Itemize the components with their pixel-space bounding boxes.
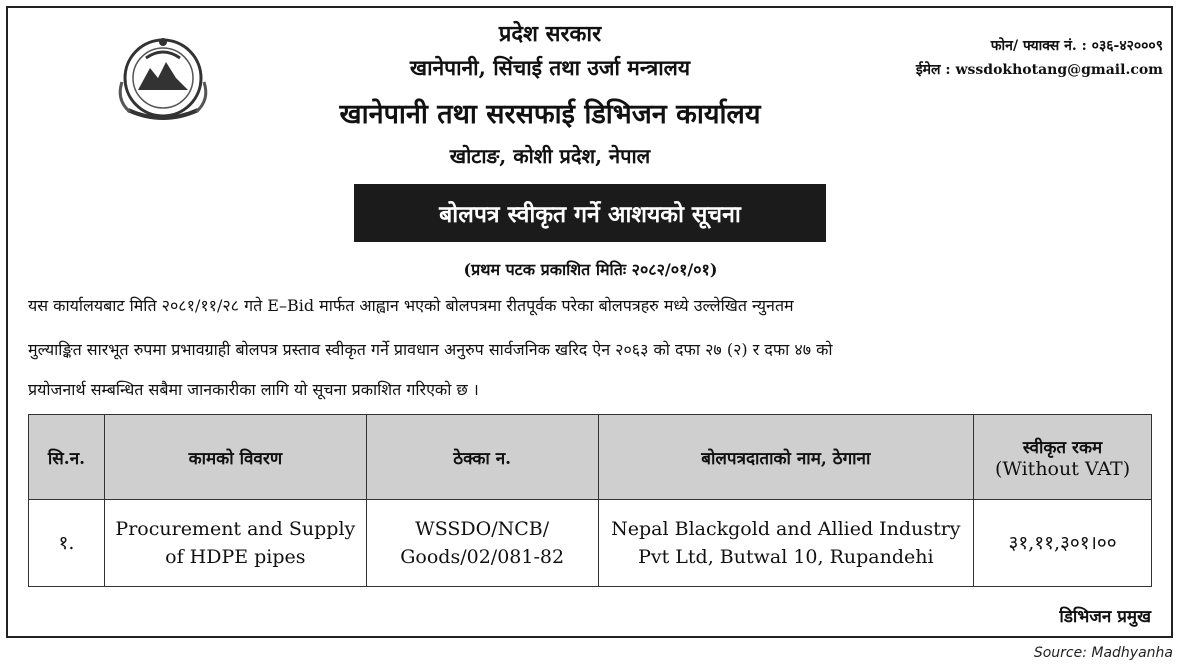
header-description: कामको विवरण xyxy=(104,415,366,500)
table-header-row xyxy=(29,415,1152,500)
office-heading: खानेपानी तथा सरसफाई डिभिजन कार्यालय xyxy=(339,99,761,130)
notice-body-line: यस कार्यालयबाट मिति २०८१/११/२८ गते E–Bid मार्फत आह्वान भएको बोलपत्रमा रीतपूर्वक परेका बोलपत्रहरु मध्ये उल्लेखित न्युनतम xyxy=(28,296,794,315)
cell-contract-no xyxy=(366,500,598,587)
header-amount xyxy=(974,415,1152,500)
cell-description xyxy=(104,500,366,587)
header-bidder: बोलपत्रदाताको नाम, ठेगाना xyxy=(598,415,974,500)
header-contract-no: ठेक्का न. xyxy=(366,415,598,500)
cell-description-line: of HDPE pipes xyxy=(165,546,306,568)
ministry-heading: खानेपानी, सिंचाई तथा उर्जा मन्त्रालय xyxy=(409,55,691,80)
cell-sn: १. xyxy=(29,500,105,587)
nepal-government-emblem-icon xyxy=(108,30,218,130)
email-address: ईमेल : wssdokhotang@gmail.com xyxy=(915,62,1163,78)
phone-fax: फोन/ फ्याक्स नं. : ०३६-४२०००९ xyxy=(990,38,1163,54)
publication-date: (प्रथम पटक प्रकाशित मितिः २०८२/०१/०१) xyxy=(463,260,718,279)
cell-contract-line: Goods/02/081-82 xyxy=(400,546,565,568)
header-amount-sublabel: (Without VAT) xyxy=(995,457,1131,480)
header-amount-label: स्वीकृत रकम xyxy=(1022,437,1103,458)
notice-body-line: प्रयोजनार्थ सम्बन्धित सबैमा जानकारीका लागि यो सूचना प्रकाशित गरिएको छ । xyxy=(28,380,479,399)
notice-body-line: मुल्याङ्कित सारभूत रुपमा प्रभावग्राही बोलपत्र प्रस्ताव स्वीकृत गर्ने प्रावधान अनुरुप सार्वजनिक खरिद ऐन २०६३ को दफा २७ (२) र दफा ४७ को xyxy=(28,340,833,359)
cell-bidder xyxy=(598,500,974,587)
cell-description-line: Procurement and Supply xyxy=(115,517,356,540)
cell-contract-line: WSSDO/NCB/ xyxy=(415,517,550,540)
award-table xyxy=(28,414,1152,587)
office-address: खोटाङ, कोशी प्रदेश, नेपाल xyxy=(449,144,651,168)
notice-title-banner xyxy=(354,184,826,242)
cell-amount: ३१,११,३०१।०० xyxy=(974,500,1152,587)
table-row xyxy=(29,500,1152,587)
source-credit: Source: Madhyanha xyxy=(1033,645,1173,661)
signature-title: डिभिजन प्रमुख xyxy=(1059,607,1151,627)
cell-bidder-line: Pvt Ltd, Butwal 10, Rupandehi xyxy=(638,546,934,568)
notice-title: बोलपत्र स्वीकृत गर्ने आशयको सूचना xyxy=(439,201,741,228)
province-government-heading: प्रदेश सरकार xyxy=(498,21,602,47)
cell-bidder-line: Nepal Blackgold and Allied Industry xyxy=(611,517,961,540)
header-sn: सि.न. xyxy=(29,415,105,500)
